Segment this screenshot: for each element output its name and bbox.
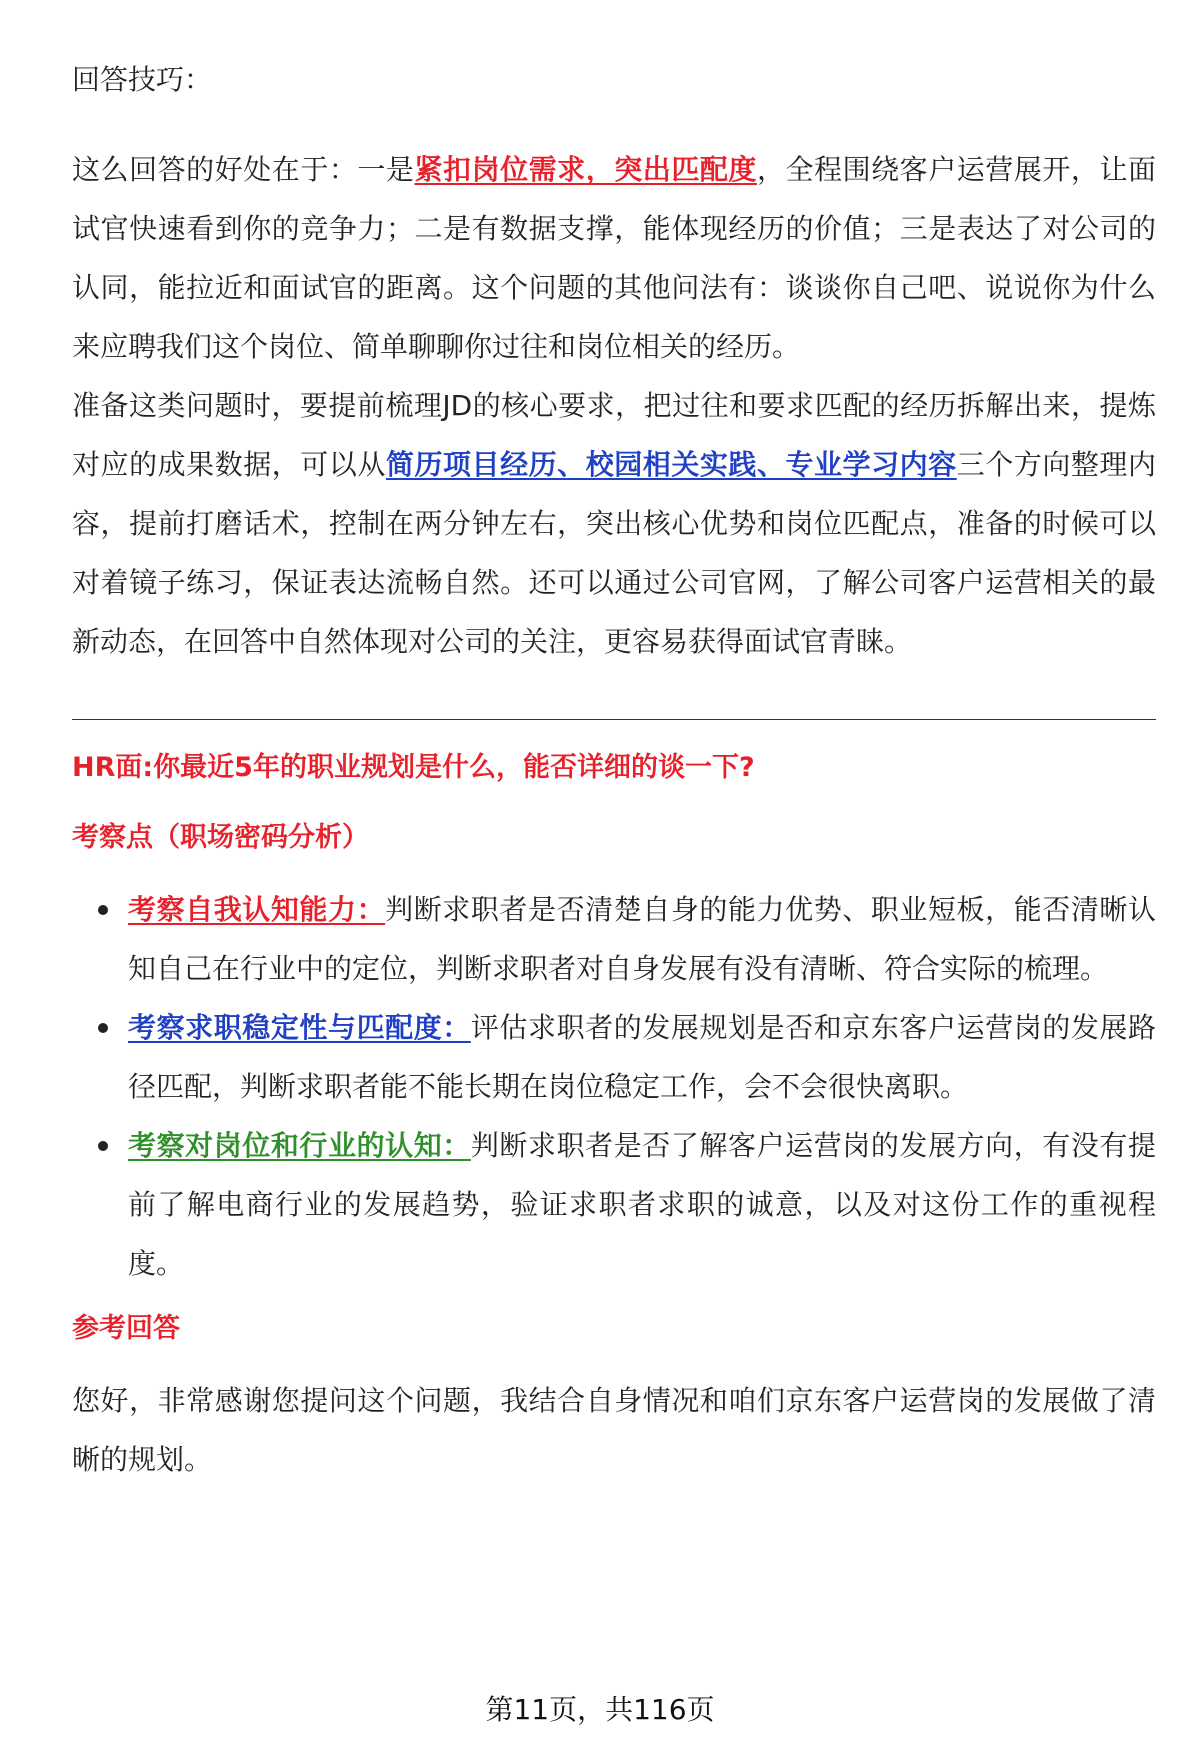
section-divider — [72, 719, 1156, 720]
tips-p1-text-end: ，全程围绕客户运营展开，让面试官快速看到你的竞争力；二是有数据支撑，能体现经历的价值；三是表达了对公司的认同，能拉近和面试官的距离。这个问题的其他问法有：谈谈你自己吧、说说你为什么来应聘我们这个岗位、简单聊聊你过往和岗位相关的经历。 — [72, 153, 1156, 363]
bullet-title: 考察对岗位和行业的认知： — [128, 1129, 471, 1162]
assessment-points-title: 考察点（职场密码分析） — [72, 822, 369, 853]
answer-tips-label: 回答技巧： — [72, 63, 213, 96]
assessment-points-list — [72, 880, 1156, 1293]
reference-answer-text: 您好，非常感谢您提问这个问题，我结合自身情况和咱们京东客户运营岗的发展做了清晰的规划。 — [72, 1384, 1156, 1476]
bullet-dot-icon — [98, 905, 108, 915]
bullet-dot-icon — [98, 1023, 108, 1033]
tips-p2-text-start: 准备这类问题时，要提前梳理JD的核心要求，把过往和要求匹配的经历拆解出来，提炼对应的成果数据，可以从 — [72, 389, 1156, 481]
reference-answer-title: 参考回答 — [72, 1313, 180, 1344]
tips-p1-text-start: 这么回答的好处在于：一是 — [72, 153, 415, 186]
tips-p2-text-end: 三个方向整理内容，提前打磨话术，控制在两分钟左右，突出核心优势和岗位匹配点，准备的时候可以对着镜子练习，保证表达流畅自然。还可以通过公司官网，了解公司客户运营相关的最新动态，在回答中自然体现对公司的关注，更容易获得面试官青睐。 — [72, 448, 1156, 658]
bullet-title: 考察求职稳定性与匹配度： — [128, 1011, 471, 1044]
tips-paragraph-2 — [72, 376, 1156, 671]
page-number-footer: 第11页，共116页 — [485, 1693, 715, 1726]
interview-question: HR面:你最近5年的职业规划是什么，能否详细的谈一下? — [72, 752, 755, 783]
bullet-text: 判断求职者是否清楚自身的能力优势、职业短板，能否清晰认知自己在行业中的定位，判断求职者对自身发展有没有清晰、符合实际的梳理。 — [128, 893, 1156, 985]
bullet-dot-icon — [98, 1141, 108, 1151]
bullet-title: 考察自我认知能力： — [128, 893, 386, 926]
tips-p2-highlight: 简历项目经历、校园相关实践、专业学习内容 — [385, 448, 957, 481]
list-item — [128, 880, 1156, 998]
tips-p1-highlight: 紧扣岗位需求，突出匹配度 — [414, 153, 757, 186]
bullet-text: 判断求职者是否了解客户运营岗的发展方向，有没有提前了解电商行业的发展趋势，验证求职者求职的诚意，以及对这份工作的重视程度。 — [128, 1129, 1156, 1280]
tips-paragraph-1 — [72, 140, 1156, 376]
list-item — [128, 998, 1156, 1116]
list-item — [128, 1116, 1156, 1293]
document-page — [72, 60, 1156, 1489]
bullet-text: 评估求职者的发展规划是否和京东客户运营岗的发展路径匹配，判断求职者能不能长期在岗位稳定工作，会不会很快离职。 — [128, 1011, 1156, 1103]
